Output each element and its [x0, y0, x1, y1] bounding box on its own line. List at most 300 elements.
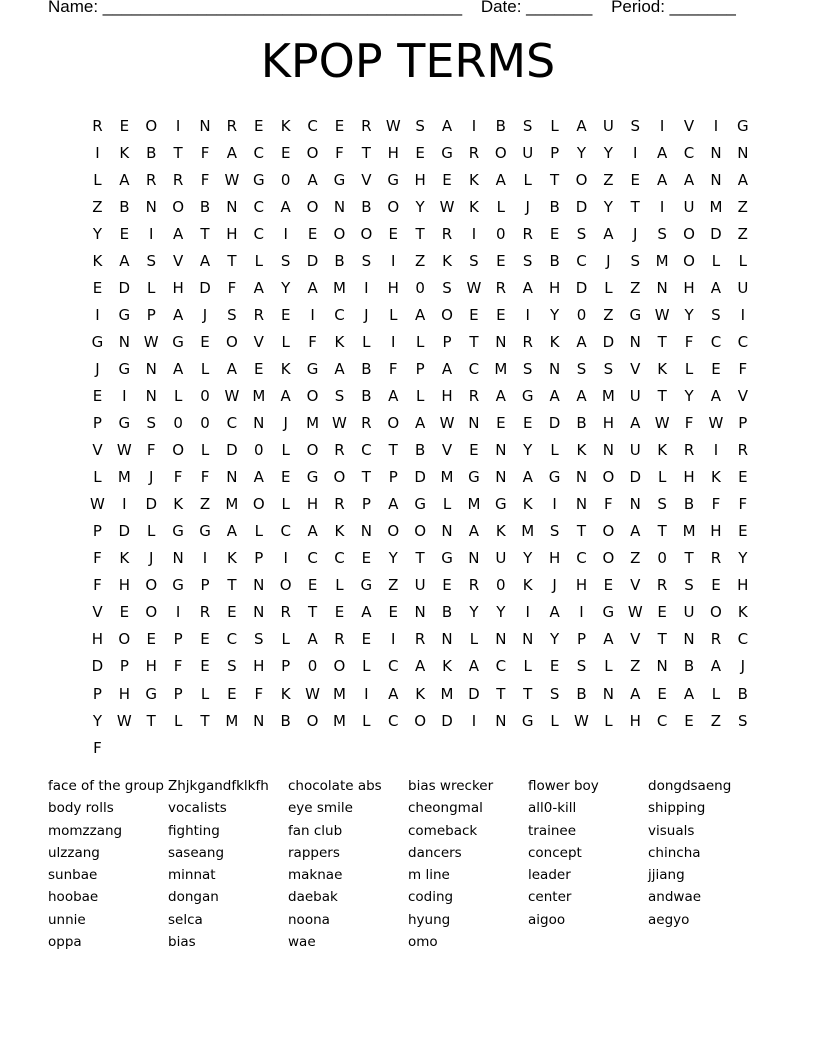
grid-letter[interactable]: G [118, 305, 131, 324]
grid-letter[interactable]: N [495, 711, 507, 730]
grid-letter[interactable]: A [441, 116, 453, 135]
grid-letter[interactable]: F [93, 738, 102, 757]
grid-letter[interactable]: L [281, 495, 290, 514]
grid-letter[interactable]: B [361, 359, 372, 378]
grid-letter[interactable]: 0 [415, 278, 425, 297]
grid-letter[interactable]: A [388, 386, 399, 405]
grid-letter[interactable]: G [441, 549, 453, 568]
grid-letter[interactable]: M [494, 359, 508, 378]
grid-letter[interactable]: P [388, 468, 398, 487]
grid-letter[interactable]: C [468, 359, 480, 378]
grid-letter[interactable]: O [602, 522, 615, 541]
grid-letter[interactable]: O [575, 170, 588, 189]
grid-letter[interactable]: S [361, 251, 372, 270]
grid-letter[interactable]: A [280, 197, 291, 216]
grid-letter[interactable]: O [145, 603, 158, 622]
grid-letter[interactable]: P [173, 684, 183, 703]
grid-letter[interactable]: W [385, 116, 401, 135]
grid-letter[interactable]: R [656, 576, 668, 595]
grid-letter[interactable]: C [361, 441, 372, 460]
grid-letter[interactable]: E [469, 305, 479, 324]
grid-letter[interactable]: J [149, 549, 154, 568]
grid-letter[interactable]: H [91, 630, 104, 649]
grid-letter[interactable]: F [93, 549, 102, 568]
grid-letter[interactable]: Y [550, 630, 560, 649]
grid-letter[interactable]: Z [630, 657, 641, 676]
grid-letter[interactable]: R [334, 630, 345, 649]
grid-letter[interactable]: P [361, 495, 371, 514]
grid-letter[interactable]: U [414, 576, 426, 595]
grid-letter[interactable]: T [684, 549, 694, 568]
grid-letter[interactable]: V [253, 332, 264, 351]
grid-letter[interactable]: W [708, 414, 724, 433]
grid-letter[interactable]: A [630, 414, 641, 433]
grid-letter[interactable]: N [360, 522, 372, 541]
grid-letter[interactable]: F [254, 684, 264, 703]
grid-letter[interactable]: R [683, 441, 695, 460]
grid-letter[interactable]: F [738, 359, 748, 378]
grid-letter[interactable]: L [254, 522, 263, 541]
grid-letter[interactable]: K [522, 495, 533, 514]
grid-letter[interactable]: P [146, 305, 156, 324]
grid-letter[interactable]: C [656, 711, 668, 730]
grid-letter[interactable]: F [146, 441, 156, 460]
grid-letter[interactable]: R [334, 441, 345, 460]
grid-letter[interactable]: G [521, 711, 534, 730]
grid-letter[interactable]: R [334, 495, 345, 514]
grid-letter[interactable]: S [576, 657, 587, 676]
grid-letter[interactable]: S [280, 251, 291, 270]
grid-letter[interactable]: T [415, 224, 425, 243]
grid-letter[interactable]: I [310, 305, 315, 324]
grid-letter[interactable]: L [173, 386, 183, 405]
grid-letter[interactable]: R [522, 332, 533, 351]
grid-letter[interactable]: T [361, 143, 371, 162]
grid-letter[interactable]: O [306, 711, 319, 730]
grid-letter[interactable]: S [146, 414, 156, 433]
grid-letter[interactable]: S [227, 657, 237, 676]
grid-letter[interactable]: H [548, 549, 561, 568]
grid-letter[interactable]: I [525, 305, 530, 324]
grid-letter[interactable]: S [442, 278, 452, 297]
grid-letter[interactable]: F [738, 495, 748, 514]
grid-letter[interactable]: N [226, 197, 238, 216]
grid-letter[interactable]: Y [738, 549, 748, 568]
grid-letter[interactable]: G [414, 495, 426, 514]
grid-letter[interactable]: Z [710, 711, 722, 730]
grid-letter[interactable]: O [602, 549, 615, 568]
grid-letter[interactable]: F [684, 414, 694, 433]
grid-letter[interactable]: L [281, 332, 290, 351]
grid-letter[interactable]: M [306, 414, 320, 433]
grid-letter[interactable]: E [469, 441, 479, 460]
grid-letter[interactable]: O [387, 197, 400, 216]
grid-letter[interactable]: S [522, 116, 533, 135]
grid-letter[interactable]: L [93, 170, 102, 189]
grid-letter[interactable]: H [602, 414, 614, 433]
grid-letter[interactable]: A [172, 359, 184, 378]
grid-letter[interactable]: O [279, 576, 292, 595]
grid-letter[interactable]: B [576, 414, 587, 433]
grid-letter[interactable]: S [522, 359, 533, 378]
grid-letter[interactable]: A [522, 468, 533, 487]
grid-letter[interactable]: A [307, 278, 318, 297]
grid-letter[interactable]: L [657, 468, 667, 487]
grid-letter[interactable]: L [604, 711, 613, 730]
grid-letter[interactable]: H [548, 278, 561, 297]
grid-letter[interactable]: T [307, 603, 318, 622]
grid-letter[interactable]: O [441, 305, 453, 324]
grid-letter[interactable]: A [576, 386, 587, 405]
grid-letter[interactable]: A [119, 170, 130, 189]
grid-letter[interactable]: P [281, 657, 291, 676]
grid-letter[interactable]: R [710, 630, 722, 649]
grid-letter[interactable]: L [550, 116, 559, 135]
grid-letter[interactable]: P [254, 549, 264, 568]
grid-letter[interactable]: D [91, 657, 104, 676]
grid-letter[interactable]: C [253, 197, 265, 216]
grid-letter[interactable]: G [387, 170, 400, 189]
grid-letter[interactable]: O [306, 143, 319, 162]
grid-letter[interactable]: K [711, 468, 721, 487]
grid-letter[interactable]: A [415, 414, 426, 433]
grid-letter[interactable]: J [283, 414, 288, 433]
grid-letter[interactable]: A [226, 143, 238, 162]
grid-letter[interactable]: N [656, 657, 668, 676]
grid-letter[interactable]: E [254, 359, 264, 378]
grid-letter[interactable]: K [334, 332, 345, 351]
grid-letter[interactable]: K [173, 495, 184, 514]
grid-letter[interactable]: M [252, 386, 266, 405]
grid-letter[interactable]: P [173, 630, 183, 649]
grid-letter[interactable]: A [172, 305, 184, 324]
grid-letter[interactable]: H [387, 143, 399, 162]
grid-letter[interactable]: V [737, 386, 748, 405]
grid-letter[interactable]: K [226, 549, 237, 568]
grid-letter[interactable]: N [172, 549, 184, 568]
grid-letter[interactable]: R [468, 576, 480, 595]
grid-letter[interactable]: U [495, 549, 507, 568]
grid-letter[interactable]: M [440, 468, 454, 487]
grid-letter[interactable]: G [360, 576, 373, 595]
grid-letter[interactable]: R [522, 224, 533, 243]
grid-letter[interactable]: L [684, 359, 694, 378]
grid-letter[interactable]: P [415, 359, 425, 378]
grid-letter[interactable]: N [629, 495, 641, 514]
grid-letter[interactable]: N [253, 711, 265, 730]
grid-letter[interactable]: B [199, 197, 211, 216]
grid-letter[interactable]: D [575, 278, 588, 297]
grid-letter[interactable]: O [333, 468, 346, 487]
grid-letter[interactable]: I [659, 116, 665, 135]
grid-letter[interactable]: C [334, 549, 345, 568]
grid-letter[interactable]: B [737, 684, 748, 703]
grid-letter[interactable]: K [92, 251, 103, 270]
grid-letter[interactable]: N [145, 386, 157, 405]
grid-letter[interactable]: C [495, 657, 507, 676]
grid-letter[interactable]: H [306, 495, 319, 514]
grid-letter[interactable]: R [199, 603, 211, 622]
grid-letter[interactable]: I [659, 197, 665, 216]
grid-letter[interactable]: Y [523, 549, 533, 568]
grid-letter[interactable]: H [710, 522, 722, 541]
grid-letter[interactable]: N [118, 332, 130, 351]
grid-letter[interactable]: I [95, 143, 100, 162]
grid-letter[interactable]: O [145, 116, 158, 135]
grid-letter[interactable]: E [711, 576, 721, 595]
grid-letter[interactable]: E [738, 468, 748, 487]
grid-letter[interactable]: Z [414, 251, 426, 270]
grid-letter[interactable]: E [280, 143, 291, 162]
grid-letter[interactable]: I [202, 549, 208, 568]
grid-letter[interactable]: E [442, 170, 452, 189]
grid-letter[interactable]: N [414, 603, 426, 622]
grid-letter[interactable]: L [281, 630, 290, 649]
grid-letter[interactable]: K [522, 576, 533, 595]
grid-letter[interactable]: W [305, 684, 320, 703]
grid-letter[interactable]: K [576, 441, 587, 460]
grid-letter[interactable]: S [657, 495, 667, 514]
grid-letter[interactable]: L [442, 495, 452, 514]
grid-letter[interactable]: D [199, 278, 211, 297]
grid-letter[interactable]: V [441, 441, 453, 460]
grid-letter[interactable]: O [172, 441, 185, 460]
grid-letter[interactable]: T [657, 522, 667, 541]
grid-letter[interactable]: F [173, 468, 183, 487]
grid-letter[interactable]: L [173, 711, 183, 730]
grid-letter[interactable]: O [118, 630, 131, 649]
grid-letter[interactable]: H [683, 278, 695, 297]
grid-letter[interactable]: 0 [496, 576, 506, 595]
grid-letter[interactable]: G [118, 414, 131, 433]
grid-letter[interactable]: H [172, 278, 184, 297]
grid-letter[interactable]: A [522, 278, 533, 297]
grid-letter[interactable]: S [146, 251, 156, 270]
grid-letter[interactable]: G [145, 684, 158, 703]
grid-letter[interactable]: D [118, 522, 131, 541]
grid-letter[interactable]: I [149, 224, 154, 243]
grid-letter[interactable]: L [200, 684, 210, 703]
grid-letter[interactable]: E [334, 603, 345, 622]
grid-letter[interactable]: R [468, 143, 480, 162]
grid-letter[interactable]: C [226, 414, 238, 433]
grid-letter[interactable]: E [280, 305, 291, 324]
grid-letter[interactable]: R [92, 116, 103, 135]
grid-letter[interactable]: A [549, 603, 560, 622]
grid-letter[interactable]: Z [388, 576, 399, 595]
grid-letter[interactable]: F [200, 468, 210, 487]
grid-letter[interactable]: O [306, 386, 319, 405]
grid-letter[interactable]: G [737, 116, 749, 135]
grid-letter[interactable]: B [146, 143, 157, 162]
grid-letter[interactable]: T [630, 197, 640, 216]
grid-letter[interactable]: Z [603, 170, 614, 189]
grid-letter[interactable]: E [280, 468, 291, 487]
grid-letter[interactable]: J [202, 305, 208, 324]
grid-letter[interactable]: K [280, 116, 291, 135]
grid-letter[interactable]: B [361, 386, 372, 405]
grid-letter[interactable]: F [711, 495, 721, 514]
grid-letter[interactable]: N [495, 441, 507, 460]
grid-letter[interactable]: I [175, 603, 181, 622]
grid-letter[interactable]: E [200, 630, 210, 649]
grid-letter[interactable]: T [227, 251, 237, 270]
grid-letter[interactable]: G [306, 359, 319, 378]
grid-letter[interactable]: Y [576, 143, 587, 162]
grid-letter[interactable]: E [119, 224, 130, 243]
grid-letter[interactable]: Z [630, 549, 641, 568]
grid-letter[interactable]: N [226, 468, 238, 487]
grid-letter[interactable]: W [439, 197, 455, 216]
grid-letter[interactable]: T [200, 711, 210, 730]
grid-letter[interactable]: A [361, 603, 372, 622]
grid-letter[interactable]: H [575, 576, 588, 595]
grid-letter[interactable]: I [740, 305, 746, 324]
grid-letter[interactable]: R [441, 224, 453, 243]
grid-letter[interactable]: E [361, 549, 372, 568]
grid-letter[interactable]: A [280, 386, 291, 405]
grid-letter[interactable]: P [738, 414, 748, 433]
grid-letter[interactable]: A [549, 386, 560, 405]
grid-letter[interactable]: P [92, 522, 102, 541]
grid-letter[interactable]: C [253, 224, 265, 243]
grid-letter[interactable]: J [552, 576, 557, 595]
grid-letter[interactable]: C [307, 549, 318, 568]
grid-letter[interactable]: Y [281, 278, 291, 297]
grid-letter[interactable]: T [200, 224, 210, 243]
grid-letter[interactable]: B [361, 197, 372, 216]
grid-letter[interactable]: I [283, 549, 288, 568]
grid-letter[interactable]: W [224, 170, 240, 189]
grid-letter[interactable]: M [440, 684, 454, 703]
grid-letter[interactable]: E [415, 143, 425, 162]
grid-letter[interactable]: D [629, 468, 642, 487]
grid-letter[interactable]: O [306, 441, 319, 460]
grid-letter[interactable]: N [441, 522, 453, 541]
grid-letter[interactable]: W [116, 441, 132, 460]
grid-letter[interactable]: D [306, 251, 319, 270]
grid-letter[interactable]: O [145, 576, 158, 595]
grid-letter[interactable]: 0 [496, 224, 506, 243]
grid-letter[interactable]: Y [603, 197, 613, 216]
grid-letter[interactable]: T [388, 441, 398, 460]
grid-letter[interactable]: G [494, 495, 507, 514]
grid-letter[interactable]: F [388, 359, 398, 378]
grid-letter[interactable]: N [737, 143, 749, 162]
grid-letter[interactable]: O [683, 224, 695, 243]
grid-letter[interactable]: A [307, 630, 318, 649]
grid-letter[interactable]: A [495, 386, 506, 405]
grid-letter[interactable]: G [441, 143, 453, 162]
grid-letter[interactable]: G [602, 603, 615, 622]
grid-letter[interactable]: J [606, 251, 611, 270]
grid-letter[interactable]: B [549, 251, 560, 270]
grid-letter[interactable]: J [633, 224, 638, 243]
grid-letter[interactable]: O [414, 711, 427, 730]
grid-letter[interactable]: G [333, 170, 346, 189]
grid-letter[interactable]: F [227, 278, 237, 297]
grid-letter[interactable]: R [280, 603, 291, 622]
grid-letter[interactable]: L [469, 630, 479, 649]
grid-letter[interactable]: C [576, 251, 587, 270]
grid-letter[interactable]: A [576, 116, 587, 135]
grid-letter[interactable]: E [92, 278, 103, 297]
grid-letter[interactable]: Y [388, 549, 398, 568]
grid-letter[interactable]: J [149, 468, 154, 487]
grid-letter[interactable]: N [145, 359, 157, 378]
grid-letter[interactable]: W [654, 305, 670, 324]
grid-letter[interactable]: A [495, 170, 506, 189]
grid-letter[interactable]: E [496, 305, 506, 324]
grid-letter[interactable]: N [468, 414, 480, 433]
grid-letter[interactable]: W [90, 495, 105, 514]
grid-letter[interactable]: A [710, 386, 722, 405]
grid-letter[interactable]: S [630, 116, 641, 135]
grid-letter[interactable]: F [335, 143, 344, 162]
grid-letter[interactable]: A [737, 170, 748, 189]
grid-letter[interactable]: N [468, 549, 480, 568]
grid-letter[interactable]: G [172, 576, 184, 595]
grid-letter[interactable]: L [254, 251, 263, 270]
grid-letter[interactable]: C [710, 332, 722, 351]
grid-letter[interactable]: E [227, 603, 237, 622]
grid-letter[interactable]: B [683, 657, 695, 676]
grid-letter[interactable]: N [495, 332, 507, 351]
grid-letter[interactable]: T [146, 711, 156, 730]
grid-letter[interactable]: B [414, 441, 426, 460]
grid-letter[interactable]: C [737, 630, 749, 649]
grid-letter[interactable]: V [92, 603, 103, 622]
grid-letter[interactable]: S [576, 359, 587, 378]
grid-letter[interactable]: T [523, 684, 533, 703]
grid-letter[interactable]: O [494, 143, 507, 162]
grid-letter[interactable]: H [629, 711, 641, 730]
grid-letter[interactable]: A [683, 170, 695, 189]
grid-letter[interactable]: N [683, 630, 695, 649]
grid-letter[interactable]: N [522, 630, 534, 649]
grid-letter[interactable]: B [119, 197, 130, 216]
grid-letter[interactable]: F [604, 495, 613, 514]
grid-letter[interactable]: D [226, 441, 238, 460]
grid-letter[interactable]: D [414, 468, 426, 487]
grid-letter[interactable]: K [119, 549, 130, 568]
grid-letter[interactable]: V [172, 251, 184, 270]
grid-letter[interactable]: O [333, 224, 346, 243]
grid-letter[interactable]: L [604, 278, 613, 297]
grid-letter[interactable]: S [469, 251, 479, 270]
grid-letter[interactable]: D [145, 495, 157, 514]
grid-letter[interactable]: K [334, 522, 345, 541]
grid-letter[interactable]: U [629, 441, 641, 460]
grid-letter[interactable]: J [740, 657, 746, 676]
grid-letter[interactable]: E [361, 630, 372, 649]
grid-letter[interactable]: T [657, 386, 667, 405]
grid-letter[interactable]: O [387, 414, 400, 433]
grid-letter[interactable]: A [307, 522, 318, 541]
grid-letter[interactable]: P [550, 143, 560, 162]
grid-letter[interactable]: 0 [576, 305, 587, 324]
grid-letter[interactable]: W [654, 414, 670, 433]
grid-letter[interactable]: H [118, 684, 130, 703]
grid-letter[interactable]: A [468, 657, 480, 676]
grid-letter[interactable]: I [471, 116, 477, 135]
grid-letter[interactable]: G [521, 386, 534, 405]
grid-letter[interactable]: A [710, 278, 722, 297]
grid-letter[interactable]: C [253, 143, 265, 162]
grid-letter[interactable]: S [576, 224, 587, 243]
grid-letter[interactable]: M [332, 278, 346, 297]
grid-letter[interactable]: N [602, 441, 614, 460]
